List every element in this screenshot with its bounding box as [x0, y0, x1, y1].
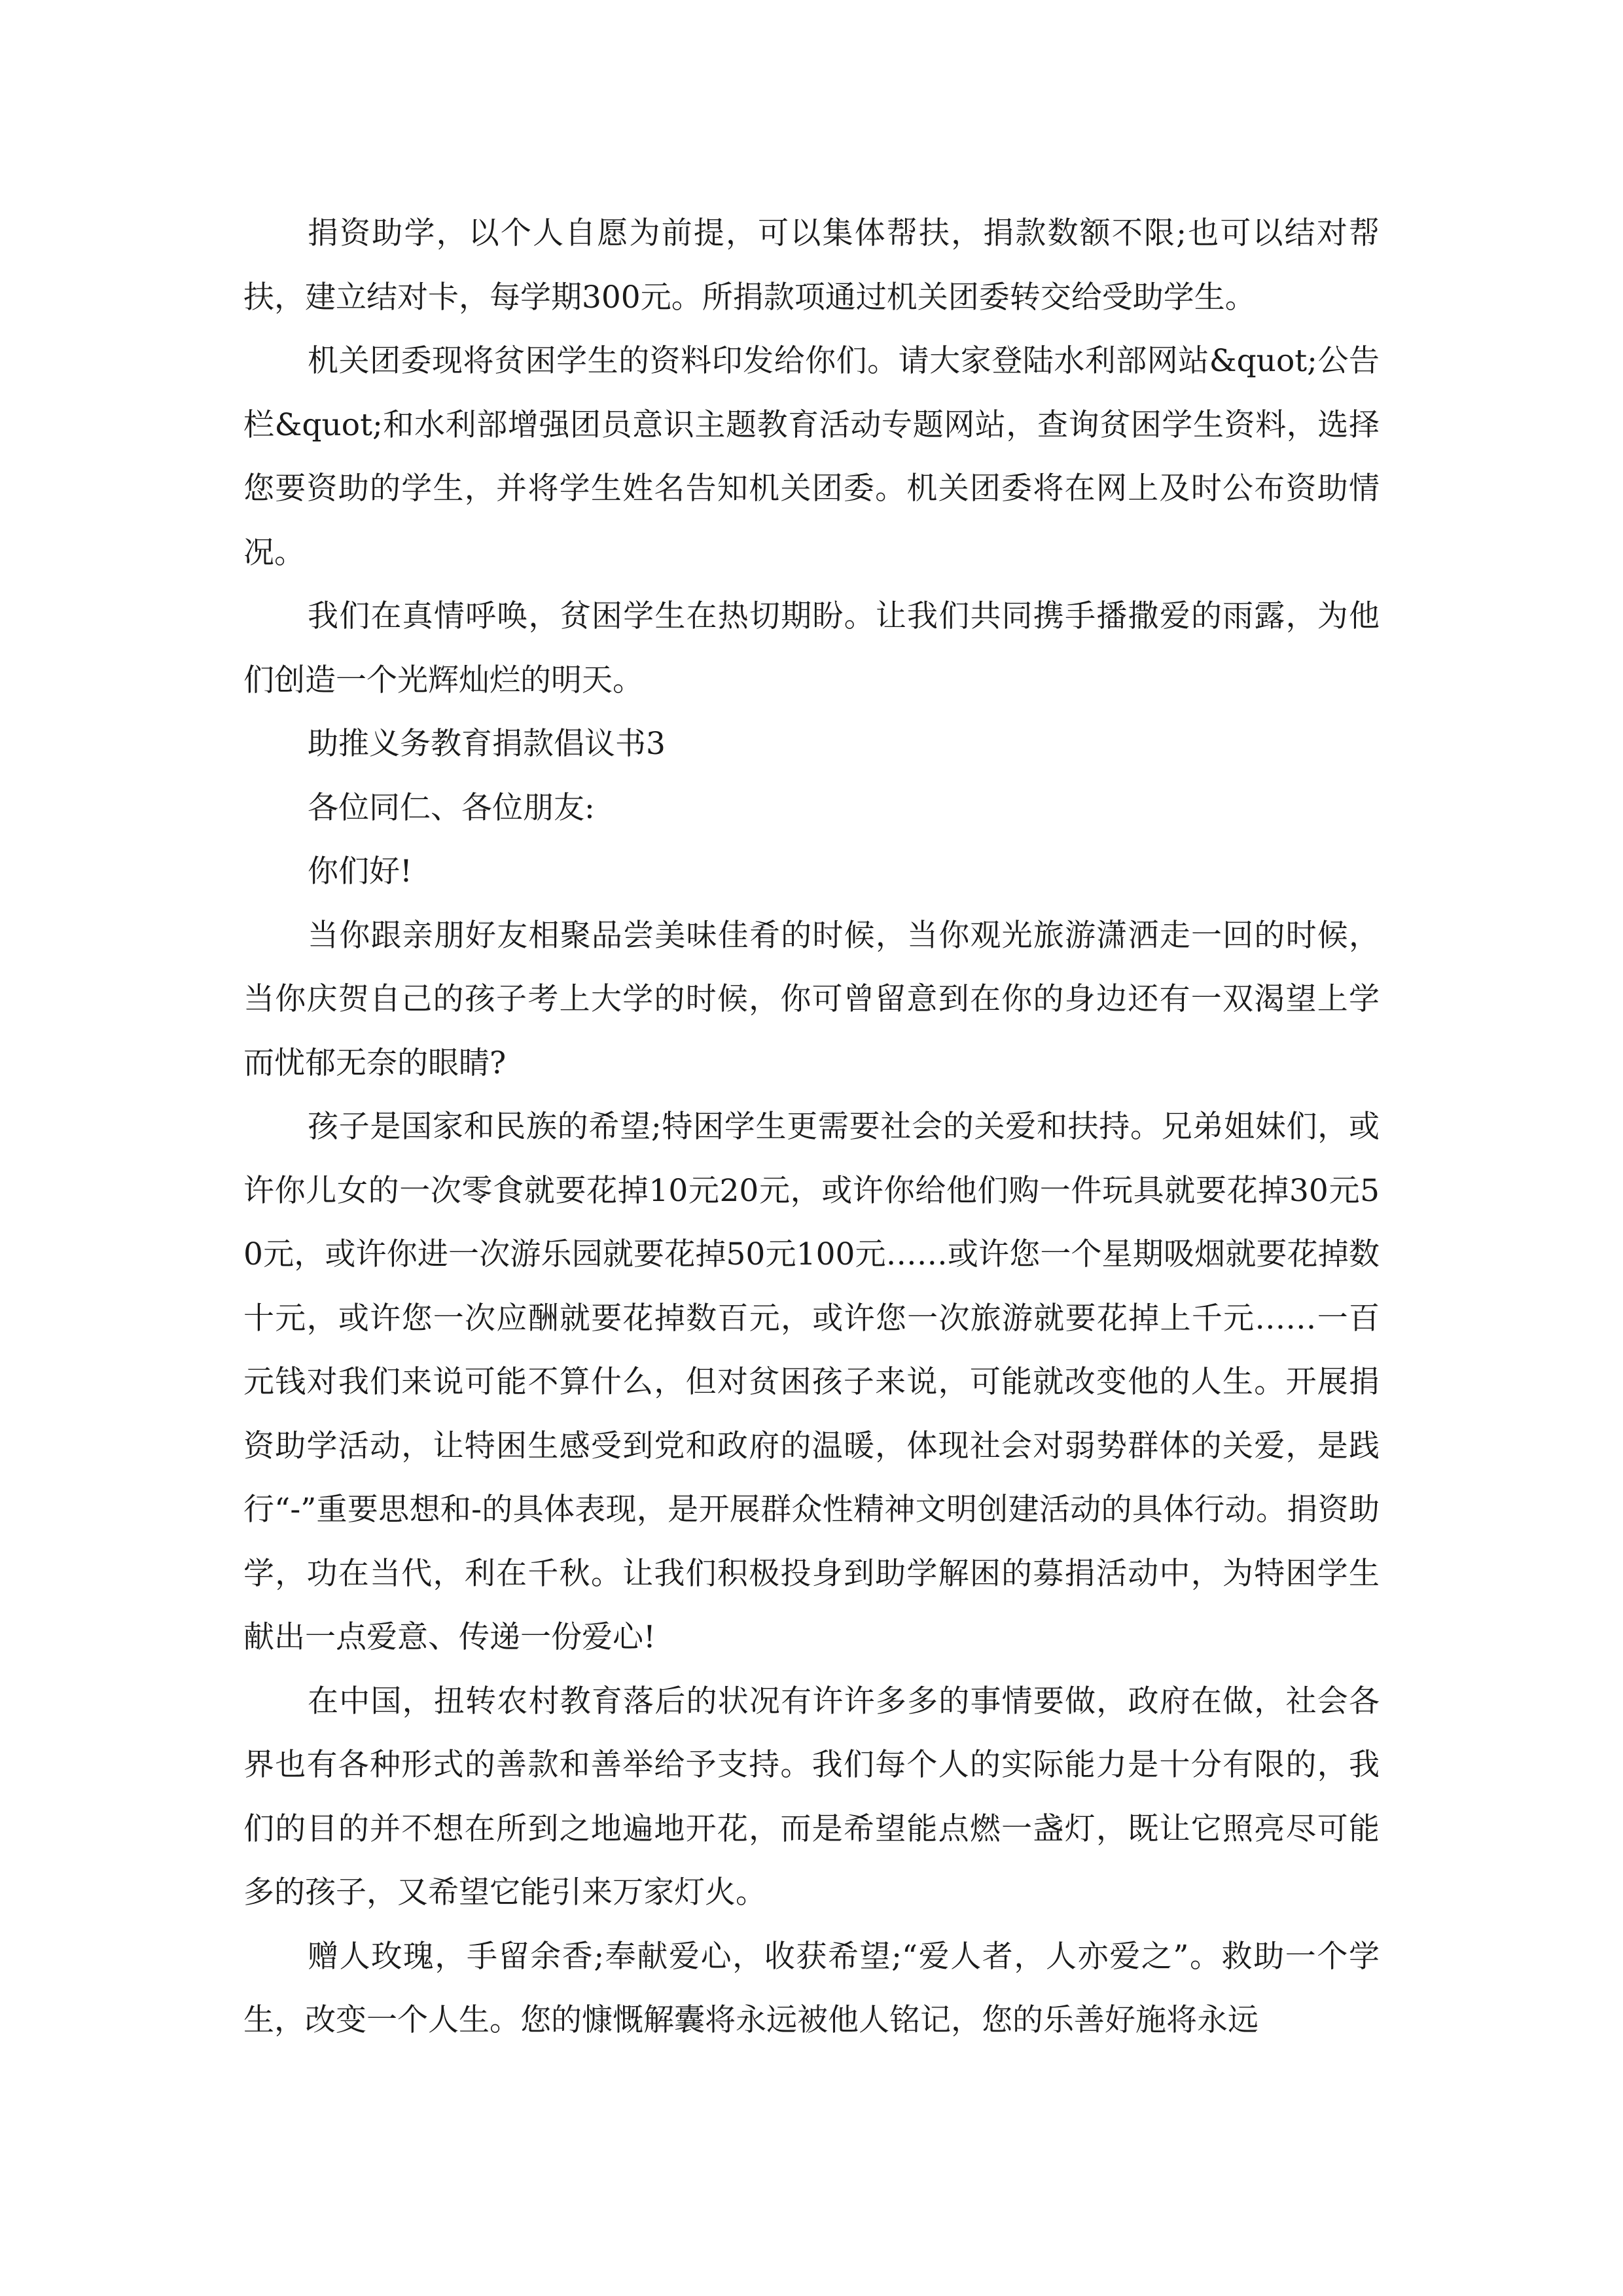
- document-body: [243, 202, 1380, 2053]
- paragraph-donation-method: 捐资助学，以个人自愿为前提，可以集体帮扶，捐款数额不限;也可以结对帮扶，建立结对卡，每学期300元。所捐款项通过机关团委转交给受助学生。: [243, 215, 1380, 315]
- section-heading: 助推义务教育捐款倡议书3: [308, 726, 666, 762]
- salutation: 各位同仁、各位朋友:: [308, 789, 595, 826]
- paragraph-children-hope: 孩子是国家和民族的希望;特困学生更需要社会的关爱和扶持。兄弟姐妹们，或许你儿女的一次零食就要花掉10元20元，或许你给他们购一件玩具就要花掉30元50元，或许你进一次游乐园就要花掉50元100元……或许您一个星期吸烟就要花掉数十元，或许您一次应酬就要花掉数百元，或许您一次旅游就要花掉上千元……一百元钱对我们来说可能不算什么，但对贫困孩子来说，可能就改变他的人生。开展捐资助学活动，让特困生感受到党和政府的温暖，体现社会对弱势群体的关爱，是践行“-”重要思想和-的具体表现，是开展群众性精神文明创建活动的具体行动。捐资助学，功在当代，利在千秋。让我们积极投身到助学解困的募捐活动中，为特困学生献出一点爱意、传递一份爱心!: [243, 1109, 1380, 1655]
- paragraph-roses: 赠人玫瑰，手留余香;奉献爱心，收获希望;“爱人者，人亦爱之”。救助一个学生，改变一个人生。您的慷慨解囊将永远被他人铭记，您的乐善好施将永远: [243, 1938, 1380, 2038]
- paragraph-student-info: 机关团委现将贫困学生的资料印发给你们。请大家登陆水利部网站&quot;公告栏&quot;和水利部增强团员意识主题教育活动专题网站，查询贫困学生资料，选择您要资助的学生，并将学生姓名告知机关团委。机关团委将在网上及时公布资助情况。: [243, 343, 1380, 571]
- paragraph-rural-education: 在中国，扭转农村教育落后的状况有许许多多的事情要做，政府在做，社会各界也有各种形式的善款和善举给予支持。我们每个人的实际能力是十分有限的，我们的目的并不想在所到之地遍地开花，而是希望能点燃一盏灯，既让它照亮尽可能多的孩子，又希望它能引来万家灯火。: [243, 1683, 1380, 1910]
- greeting: 你们好!: [308, 853, 412, 889]
- paragraph-opening: 当你跟亲朋好友相聚品尝美味佳肴的时候，当你观光旅游潇洒走一回的时候，当你庆贺自己的孩子考上大学的时候，你可曾留意到在你的身边还有一双渴望上学而忧郁无奈的眼睛?: [243, 917, 1380, 1081]
- paragraph-call-to-action: 我们在真情呼唤，贫困学生在热切期盼。让我们共同携手播撒爱的雨露，为他们创造一个光辉灿烂的明天。: [243, 598, 1380, 698]
